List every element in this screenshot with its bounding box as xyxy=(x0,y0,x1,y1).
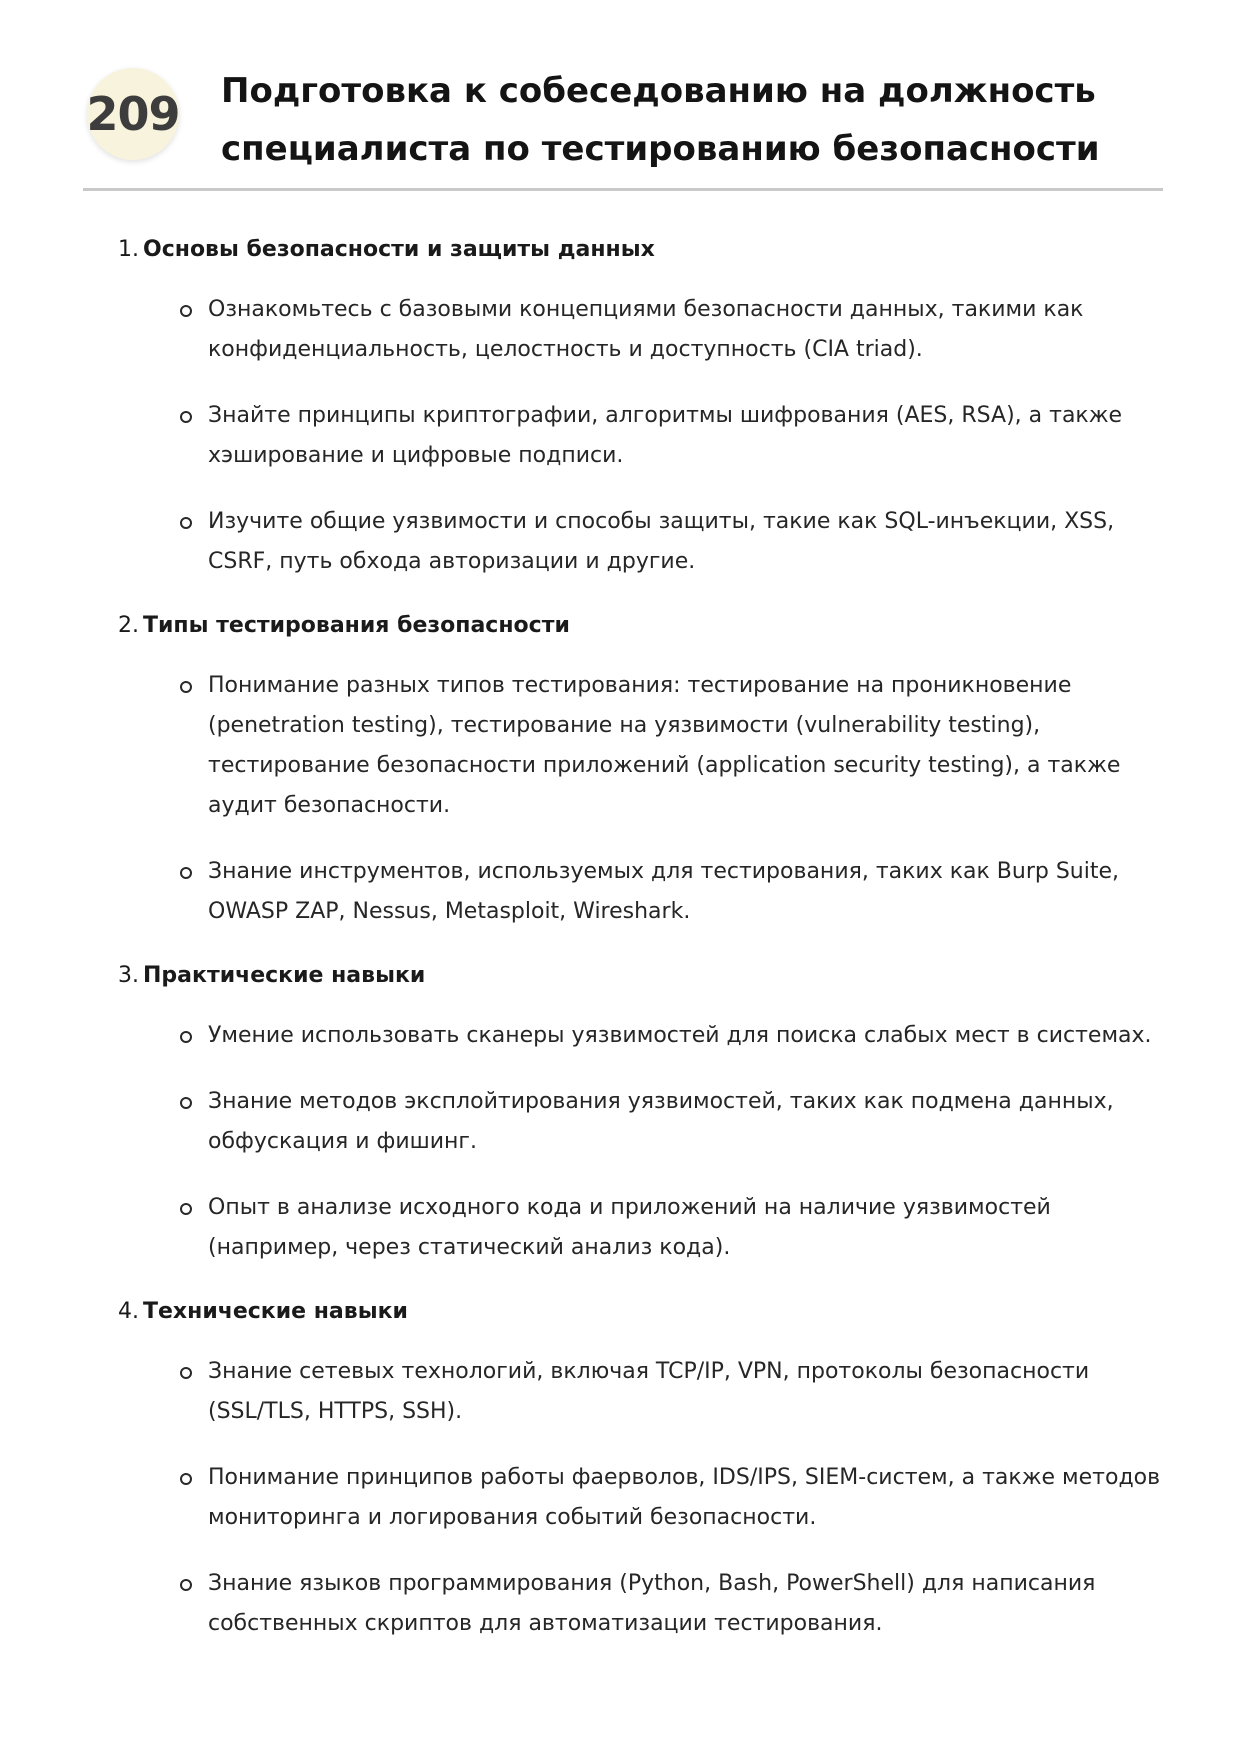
content xyxy=(118,230,1168,1668)
page-header xyxy=(83,62,1163,191)
list-item: Знание сетевых технологий, включая TCP/IP, VPN, протоколы безопасности (SSL/TLS, HTTPS, SSH). xyxy=(118,1352,1168,1432)
section-title: Практические навыки xyxy=(143,963,426,988)
list-item: Понимание разных типов тестирования: тестирование на проникновение (penetration testing), тестирование на уязвимости (vulnerability testing), тестирование безопасности приложений (application security testing), а также аудит безопасности. xyxy=(118,666,1168,826)
section-heading xyxy=(118,956,1168,996)
bullet-list xyxy=(118,666,1168,932)
list-item: Знание методов эксплойтирования уязвимостей, таких как подмена данных, обфускация и фишинг. xyxy=(118,1082,1168,1162)
section-title: Основы безопасности и защиты данных xyxy=(143,237,655,262)
section-1 xyxy=(118,230,1168,582)
list-item: Опыт в анализе исходного кода и приложений на наличие уязвимостей (например, через статический анализ кода). xyxy=(118,1188,1168,1268)
section-heading xyxy=(118,1292,1168,1332)
section-4 xyxy=(118,1292,1168,1644)
bullet-list xyxy=(118,290,1168,582)
section-number: 3. xyxy=(118,963,139,988)
bullet-list xyxy=(118,1016,1168,1268)
page-title: Подготовка к собеседованию на должность специалиста по тестированию безопасности xyxy=(221,71,1100,169)
list-item: Изучите общие уязвимости и способы защиты, такие как SQL-инъекции, XSS, CSRF, путь обхода авторизации и другие. xyxy=(118,502,1168,582)
section-heading xyxy=(118,606,1168,646)
section-3 xyxy=(118,956,1168,1268)
list-item: Понимание принципов работы фаерволов, IDS/IPS, SIEM-систем, а также методов мониторинга и логирования событий безопасности. xyxy=(118,1458,1168,1538)
section-number: 2. xyxy=(118,613,139,638)
section-title: Технические навыки xyxy=(143,1299,408,1324)
bullet-list xyxy=(118,1352,1168,1644)
section-number: 1. xyxy=(118,237,139,262)
section-number: 4. xyxy=(118,1299,139,1324)
page-number-badge: 209 xyxy=(87,68,179,160)
list-item: Ознакомьтесь с базовыми концепциями безопасности данных, такими как конфиденциальность, целостность и доступность (CIA triad). xyxy=(118,290,1168,370)
list-item: Знайте принципы криптографии, алгоритмы шифрования (AES, RSA), а также хэширование и цифровые подписи. xyxy=(118,396,1168,476)
list-item: Умение использовать сканеры уязвимостей для поиска слабых мест в системах. xyxy=(118,1016,1168,1056)
section-title: Типы тестирования безопасности xyxy=(143,613,570,638)
list-item: Знание языков программирования (Python, Bash, PowerShell) для написания собственных скриптов для автоматизации тестирования. xyxy=(118,1564,1168,1644)
list-item: Знание инструментов, используемых для тестирования, таких как Burp Suite, OWASP ZAP, Nessus, Metasploit, Wireshark. xyxy=(118,852,1168,932)
section-2 xyxy=(118,606,1168,932)
section-heading xyxy=(118,230,1168,270)
